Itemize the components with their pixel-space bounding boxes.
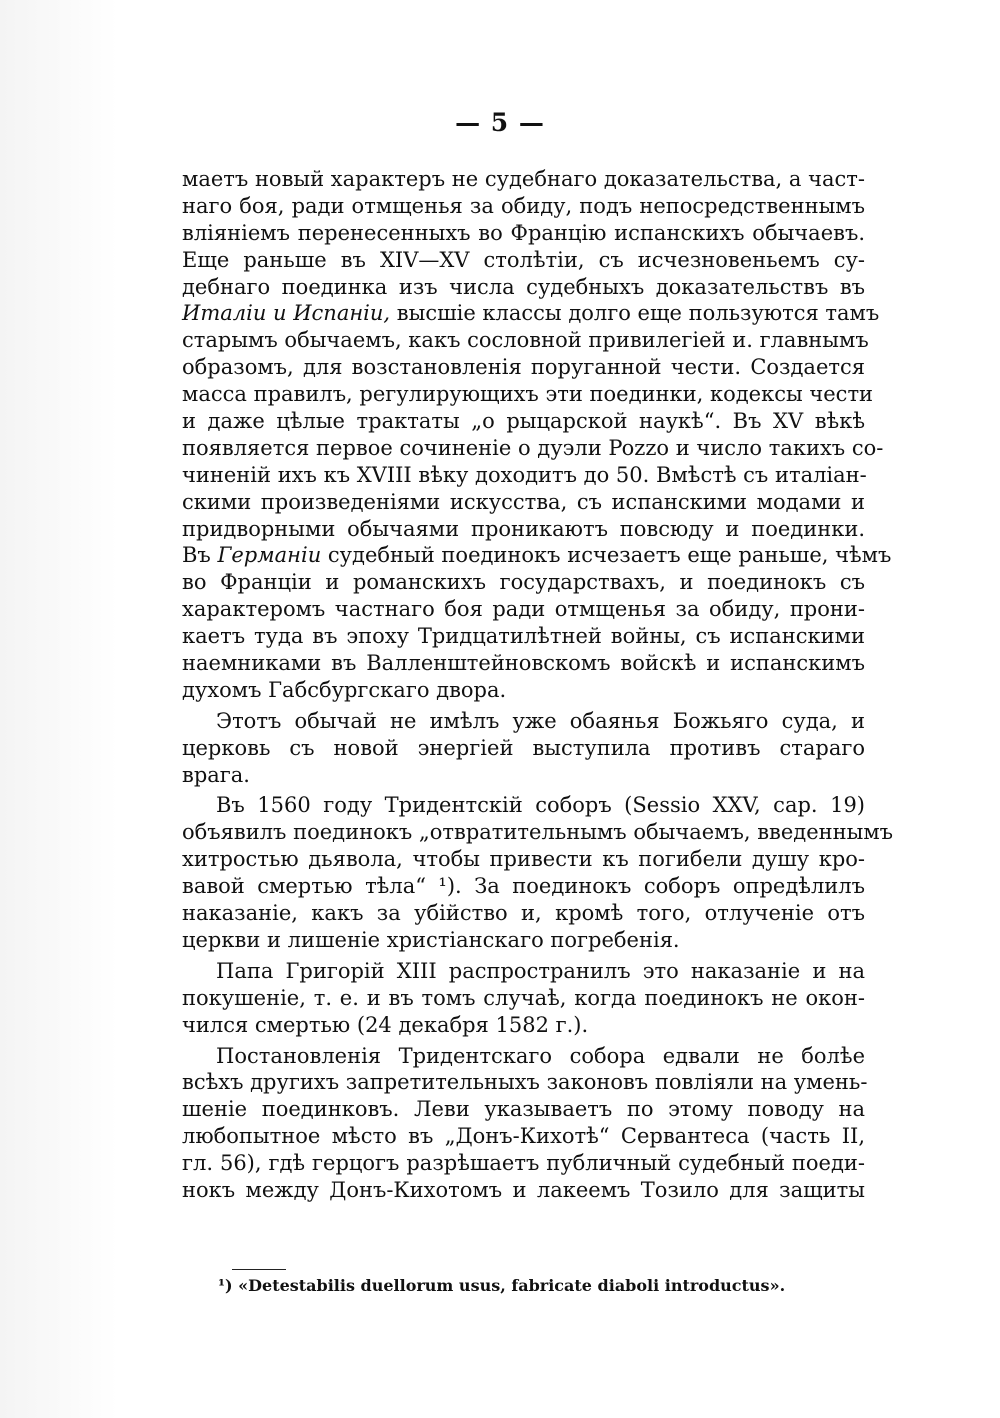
- text-line: старымъ обычаемъ, какъ сословной привилегіей и. главнымъ: [182, 328, 869, 353]
- text-line: всѣхъ другихъ запретительныхъ законовъ повліяли на умень-: [182, 1070, 868, 1095]
- text-line: нокъ между Донъ-Кихотомъ и лакеемъ Тозило для защиты: [182, 1177, 865, 1202]
- paragraph: [182, 708, 865, 789]
- text-line: чился смертью (24 декабря 1582 г.).: [182, 1012, 589, 1037]
- text-line: во Франціи и романскихъ государствахъ, и поединокъ съ: [182, 570, 865, 595]
- text-line: придворными обычаями проникаютъ повсюду и поединки.: [182, 516, 865, 541]
- page-number: — 5 —: [455, 108, 545, 137]
- text-line: [182, 542, 892, 569]
- text-span: Въ: [182, 543, 218, 568]
- text-line: и даже цѣлые трактаты „о рыцарской наукѣ“. Въ XV вѣкѣ: [182, 409, 865, 434]
- text-line: хитростью дьявола, чтобы привести къ погибели душу кро-: [182, 847, 865, 872]
- footnote-divider: [232, 1269, 286, 1270]
- text-line: наемниками въ Валленштейновскомъ войскѣ и испанскимъ: [182, 651, 865, 676]
- text-line: Еще раньше въ XIV—XV столѣтіи, съ исчезновеньемъ су-: [182, 247, 865, 272]
- text-line: дебнаго поединка изъ числа судебныхъ доказательствъ въ: [182, 274, 865, 299]
- text-line: вавой смертью тѣла“ ¹). За поединокъ соборъ опредѣлилъ: [182, 874, 865, 899]
- text-line: любопытное мѣсто въ „Донъ-Кихотѣ“ Сервантеса (часть II,: [182, 1124, 865, 1149]
- scan-shadow: [0, 0, 118, 1418]
- text-line: наго боя, ради отмщенья за обиду, подъ непосредственнымъ: [182, 193, 865, 218]
- text-line: каетъ туда въ эпоху Тридцатилѣтней войны, съ испанскими: [182, 624, 865, 649]
- text-line: Папа Григорій XIII распространилъ это наказаніе и на: [216, 958, 865, 983]
- paragraph: [182, 792, 894, 953]
- text-line: Въ 1560 году Тридентскій соборъ (Sessio XXV, cap. 19): [216, 793, 865, 818]
- text-line: гл. 56), гдѣ герцогъ разрѣшаетъ публичный судебный поеди-: [182, 1151, 865, 1176]
- text-line: масса правилъ, регулирующихъ эти поединки, кодексы чести: [182, 382, 874, 407]
- text-span: высшіе классы долго еще пользуются тамъ: [390, 301, 880, 326]
- text-line: духомъ Габсбургскаго двора.: [182, 677, 507, 702]
- paragraph: [182, 1043, 868, 1204]
- text-line: образомъ, для возстановленія поруганной чести. Создается: [182, 355, 865, 380]
- text-line: шеніе поединковъ. Леви указываетъ по этому поводу на: [182, 1097, 865, 1122]
- paragraph: [182, 958, 865, 1039]
- body-text: [182, 166, 894, 1208]
- text-line: Постановленія Тридентскаго собора едвали не болѣе: [216, 1043, 865, 1068]
- paragraph: [182, 166, 892, 704]
- text-line: объявилъ поединокъ „отвратительнымъ обычаемъ, введеннымъ: [182, 820, 894, 845]
- text-line: маетъ новый характеръ не судебнаго доказательства, а част-: [182, 167, 865, 191]
- text-line: покушеніе, т. е. и въ томъ случаѣ, когда поединокъ не окон-: [182, 985, 865, 1010]
- text-line: церкви и лишеніе христіанскаго погребенія.: [182, 927, 680, 952]
- text-line: скими произведеніями искусства, съ испанскими модами и: [182, 489, 865, 514]
- text-span: судебный поединокъ исчезаетъ еще раньше, чѣмъ: [321, 543, 892, 568]
- text-line: вліяніемъ перенесенныхъ во Францію испанскихъ обычаевъ.: [182, 220, 865, 245]
- text-line: чиненій ихъ къ XVIII вѣку доходитъ до 50. Вмѣстѣ съ италіан-: [182, 462, 867, 487]
- text-line: [182, 300, 880, 327]
- text-line: характеромъ частнаго боя ради отмщенья за обиду, прони-: [182, 597, 865, 622]
- text-line: наказаніе, какъ за убійство и, кромѣ того, отлученіе отъ: [182, 901, 865, 926]
- text-line: врага.: [182, 762, 250, 787]
- text-line: церковь съ новой энергіей выступила противъ стараго: [182, 735, 865, 760]
- footnote: ¹) «Detestabilis duellorum usus, fabricate diaboli introductus».: [218, 1276, 786, 1295]
- text-line: Этотъ обычай не имѣлъ уже обаянья Божьяго суда, и: [216, 708, 865, 733]
- italic-text: Италіи и Испаніи,: [182, 301, 391, 326]
- text-line: появляется первое сочиненіе о дуэли Pozzo и число такихъ со-: [182, 435, 884, 460]
- italic-text: Германіи: [217, 543, 322, 568]
